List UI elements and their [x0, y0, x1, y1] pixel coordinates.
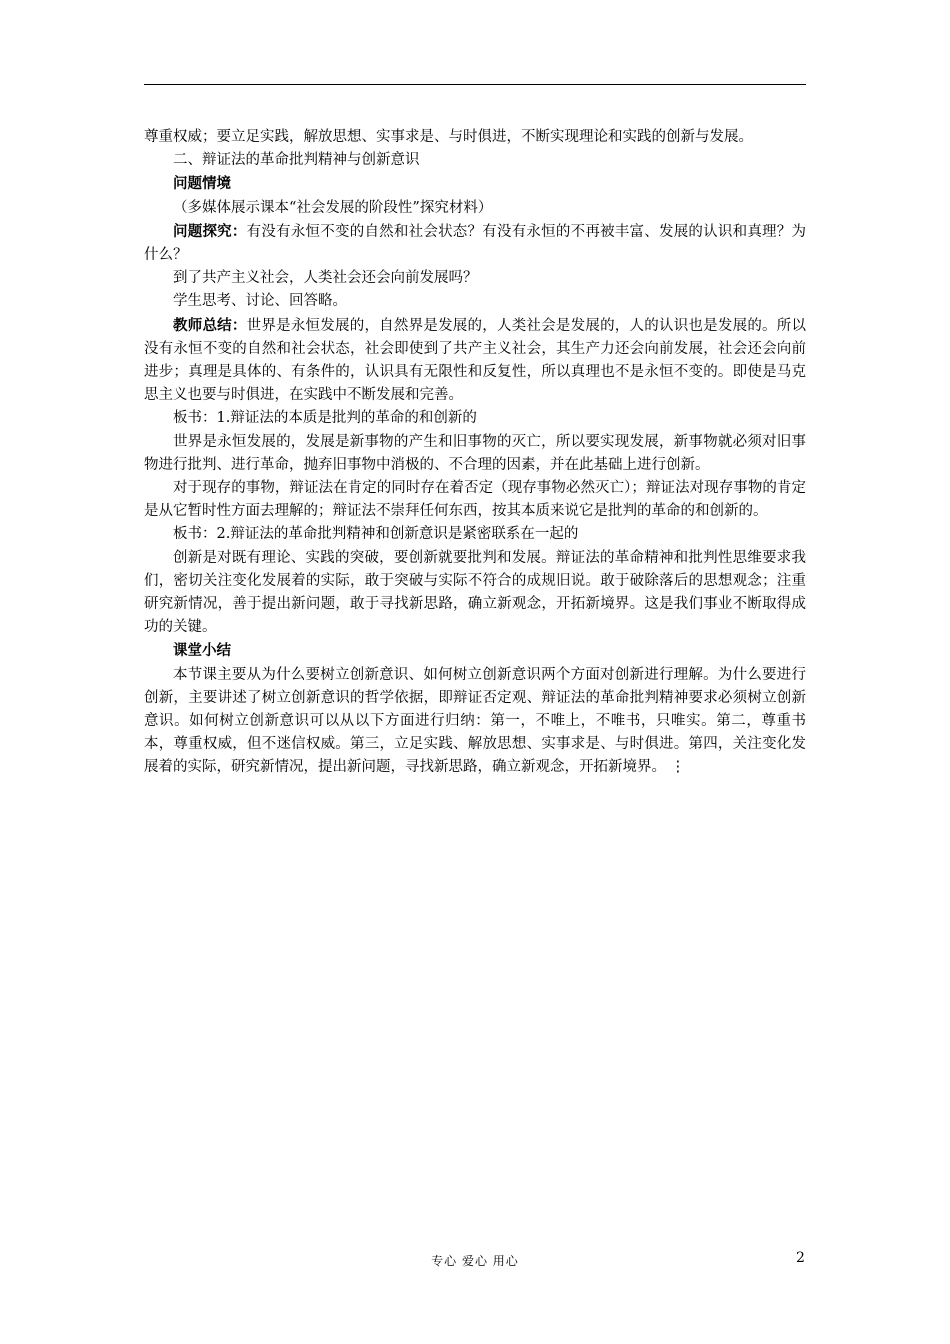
paragraph-text: 学生思考、讨论、回答略。 — [173, 293, 347, 310]
paragraph-text: 板书：1.辩证法的本质是批判的革命的和创新的 — [173, 410, 477, 427]
paragraph-text: 板书：2.辩证法的革命批判精神和创新意识是紧密联系在一起的 — [173, 526, 579, 543]
paragraph — [144, 290, 806, 313]
paragraph-text: 创新是对既有理论、实践的突破，要创新就要批判和发展。辩证法的革命精神和批判性思维要求我们，密切关注变化发展着的实际，敢于突破与实际不符合的成规旧说。敢于破除落后的思想观念；注重研究新情况，善于提出新问题，敢于寻找新思路，确立新观念，开拓新境界。这是我们事业不断取得成功的关键。 — [144, 549, 806, 636]
paragraph — [144, 639, 806, 663]
paragraph — [144, 477, 806, 523]
paragraph — [144, 547, 806, 640]
paragraph-text: 二、辩证法的革命批判精神与创新意识 — [173, 152, 420, 169]
paragraph-text: 尊重权威；要立足实践，解放思想、实事求是、与时俱进，不断实现理论和实践的创新与发展。 — [144, 129, 753, 145]
paragraph — [144, 172, 806, 196]
paragraph — [144, 523, 806, 546]
footer-motto: 专心 爱心 用心 — [431, 1254, 519, 1268]
document-body — [144, 126, 806, 780]
paragraph-lead: 教师总结： — [173, 316, 247, 334]
paragraph-text: 到了共产主义社会，人类社会还会向前发展吗？ — [173, 270, 478, 287]
header-rule — [144, 84, 806, 85]
paragraph-lead: 问题探究： — [173, 222, 247, 240]
paragraph — [144, 664, 806, 780]
page-number: 2 — [796, 1250, 805, 1266]
paragraph-text: 本节课主要从为什么要树立创新意识、如何树立创新意识两个方面对创新进行理解。为什么要进行创新，主要讲述了树立创新意识的哲学依据，即辩证否定观、辩证法的革命批判精神要求必须树立创新意识。如何树立创新意识可以从以下方面进行归纳：第一，不唯上，不唯书，只唯实。第二，尊重书本，尊重权威，但不迷信权威。第三，立足实践、解放思想、实事求是、与时俱进。第四，关注变化发展着的实际，研究新情况，提出新问题，寻找新思路，确立新观念，开拓新境界。 ⋮ — [144, 666, 806, 776]
paragraph-lead: 课堂小结 — [173, 642, 231, 660]
paragraph-text: 有没有永恒不变的自然和社会状态？有没有永恒的不再被丰富、发展的认识和真理？为什么？ — [144, 223, 807, 264]
paragraph — [144, 407, 806, 430]
paragraph — [144, 267, 806, 290]
paragraph-text: 对于现存的事物，辩证法在肯定的同时存在着否定（现存事物必然灭亡）；辩证法对现存事物的肯定是从它暂时性方面去理解的；辩证法不崇拜任何东西，按其本质来说它是批判的革命的和创新的。 — [144, 480, 806, 520]
paragraph-lead: 问题情境 — [173, 175, 231, 193]
paragraph — [144, 431, 806, 477]
paragraph — [144, 126, 806, 149]
paragraph — [144, 220, 806, 267]
paragraph-text: 世界是永恒发展的，发展是新事物的产生和旧事物的灭亡，所以要实现发展，新事物就必须对旧事物进行批判、进行革命，抛弃旧事物中消极的、不合理的因素，并在此基础上进行创新。 — [144, 433, 806, 473]
paragraph — [144, 149, 806, 172]
paragraph-text: 世界是永恒发展的，自然界是发展的，人类社会是发展的，人的认识也是发展的。所以没有永恒不变的自然和社会状态，社会即使到了共产主义社会，其生产力还会向前发展，社会还会向前进步；真理是具体的、有条件的，认识具有无限性和反复性，所以真理也不是永恒不变的。即使是马克思主义也要与时俱进，在实践中不断发展和完善。 — [144, 317, 807, 404]
paragraph — [144, 314, 806, 408]
paragraph — [144, 197, 806, 220]
paragraph-text: （多媒体展示课本“社会发展的阶段性”探究材料） — [173, 199, 493, 216]
